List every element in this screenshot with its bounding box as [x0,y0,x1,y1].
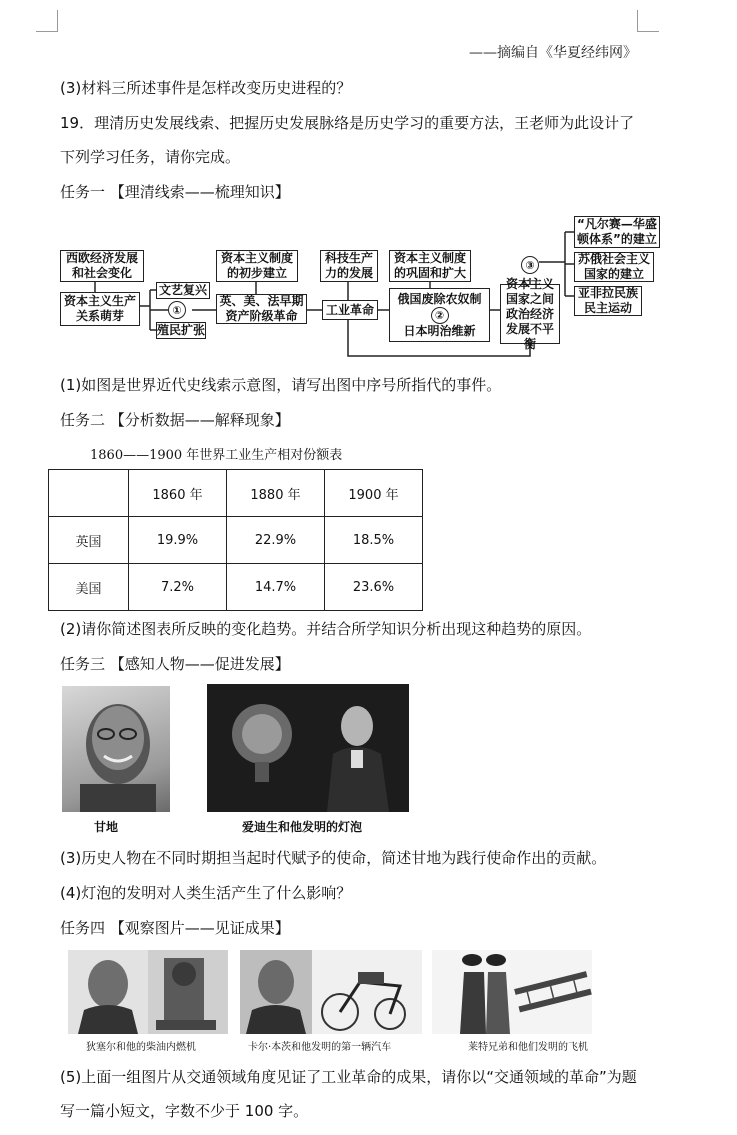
box-colonial-expansion: 殖民扩张 [157,323,206,337]
diesel-photo [68,950,228,1034]
box-technology-productivity: 科技生产力的发展 [320,250,378,282]
table-cell: 19.9% [129,517,227,564]
table-caption: 1860——1900 年世界工业生产相对份额表 [90,448,343,463]
question-19-line1: 19．理清历史发展线索、把握历史发展脉络是历史学习的重要方法，王老师为此设计了 [60,114,635,132]
table-row-label: 英国 [49,517,129,564]
gandhi-portrait-shape [62,686,170,812]
box-capitalism-established: 资本主义制度的初步建立 [216,250,298,282]
blank-marker-3: ③ [521,256,539,274]
box-early-revolutions: 英、美、法早期资产阶级革命 [216,294,307,324]
table-header-cell: 1880 年 [227,470,325,517]
edison-lightbulb-shape [207,684,409,812]
table-header-cell: 1900 年 [325,470,423,517]
wright-photo [432,950,592,1034]
table-row [49,517,423,564]
benz-photo [240,950,422,1034]
box-versailles-washington: “凡尔赛—华盛顿体系”的建立 [574,216,660,248]
table-cell: 22.9% [227,517,325,564]
reform-russia-serfdom: 俄国废除农奴制 [397,292,482,306]
table-header-cell: 1860 年 [129,470,227,517]
box-soviet-state: 苏俄社会主义国家的建立 [574,252,654,282]
table-cell: 23.6% [325,564,423,611]
box-capitalism-consolidated: 资本主义制度的巩固和扩大 [389,250,471,282]
table-cell: 18.5% [325,517,423,564]
table-cell: 14.7% [227,564,325,611]
question-5-line1: (5)上面一组图片从交通领域角度见证了工业革命的成果，请你以“交通领域的革命”为题 [60,1068,637,1086]
caption-edison: 爱迪生和他发明的灯泡 [242,820,363,834]
question-4: (4)灯泡的发明对人类生活产生了什么影响？ [60,884,352,902]
benz-car-shape [240,950,422,1034]
question-3b: (3)历史人物在不同时期担当起时代赋予的使命，简述甘地为践行使命作出的贡献。 [60,849,607,867]
gandhi-photo [62,686,170,812]
table-corner-cell [49,470,129,517]
diesel-engine-shape [68,950,228,1034]
box-capitalist-relations-sprout: 资本主义生产关系萌芽 [60,292,140,326]
table-row [49,564,423,611]
table-row-label: 美国 [49,564,129,611]
task-4-heading: 任务四 【观察图片——见证成果】 [60,919,290,937]
caption-wright: 莱特兄弟和他们发明的飞机 [468,1042,588,1053]
question-19-line2: 下列学习任务，请你完成。 [60,148,241,166]
box-uneven-development: 资本主义国家之间政治经济发展不平衡 [500,284,560,344]
box-western-europe-economy: 西欧经济发展和社会变化 [60,250,144,282]
task-1-heading: 任务一 【理清线索——梳理知识】 [60,183,290,201]
wright-airplane-shape [432,950,592,1034]
question-3: (3)材料三所述事件是怎样改变历史进程的？ [60,79,352,97]
table-cell: 7.2% [129,564,227,611]
question-5-line2: 写一篇小短文，字数不少于 100 字。 [60,1102,309,1120]
blank-marker-1: ① [168,301,186,319]
box-industrial-revolution: 工业革命 [322,300,378,320]
caption-gandhi: 甘地 [94,820,119,834]
blank-marker-2: ② [431,307,449,324]
task-2-heading: 任务二 【分析数据——解释现象】 [60,411,290,429]
industrial-share-table [48,469,423,611]
box-renaissance: 文艺复兴 [156,282,210,299]
source-citation: ——摘编自《华夏经纬网》 [469,45,637,61]
task-3-heading: 任务三 【感知人物——促进发展】 [60,655,290,673]
question-1: (1)如图是世界近代史线索示意图，请写出图中序号所指代的事件。 [60,376,502,394]
caption-benz: 卡尔·本茨和他发明的第一辆汽车 [248,1042,392,1053]
box-asia-africa-latam-movement: 亚非拉民族民主运动 [574,286,642,316]
reform-meiji-restoration: 日本明治维新 [403,324,476,338]
edison-photo [207,684,409,812]
question-2: (2)请你简述图表所反映的变化趋势。并结合所学知识分析出现这种趋势的原因。 [60,620,592,638]
caption-diesel: 狄塞尔和他的柴油内燃机 [86,1042,196,1053]
table-header-row [49,470,423,517]
box-reforms-group [389,288,490,342]
